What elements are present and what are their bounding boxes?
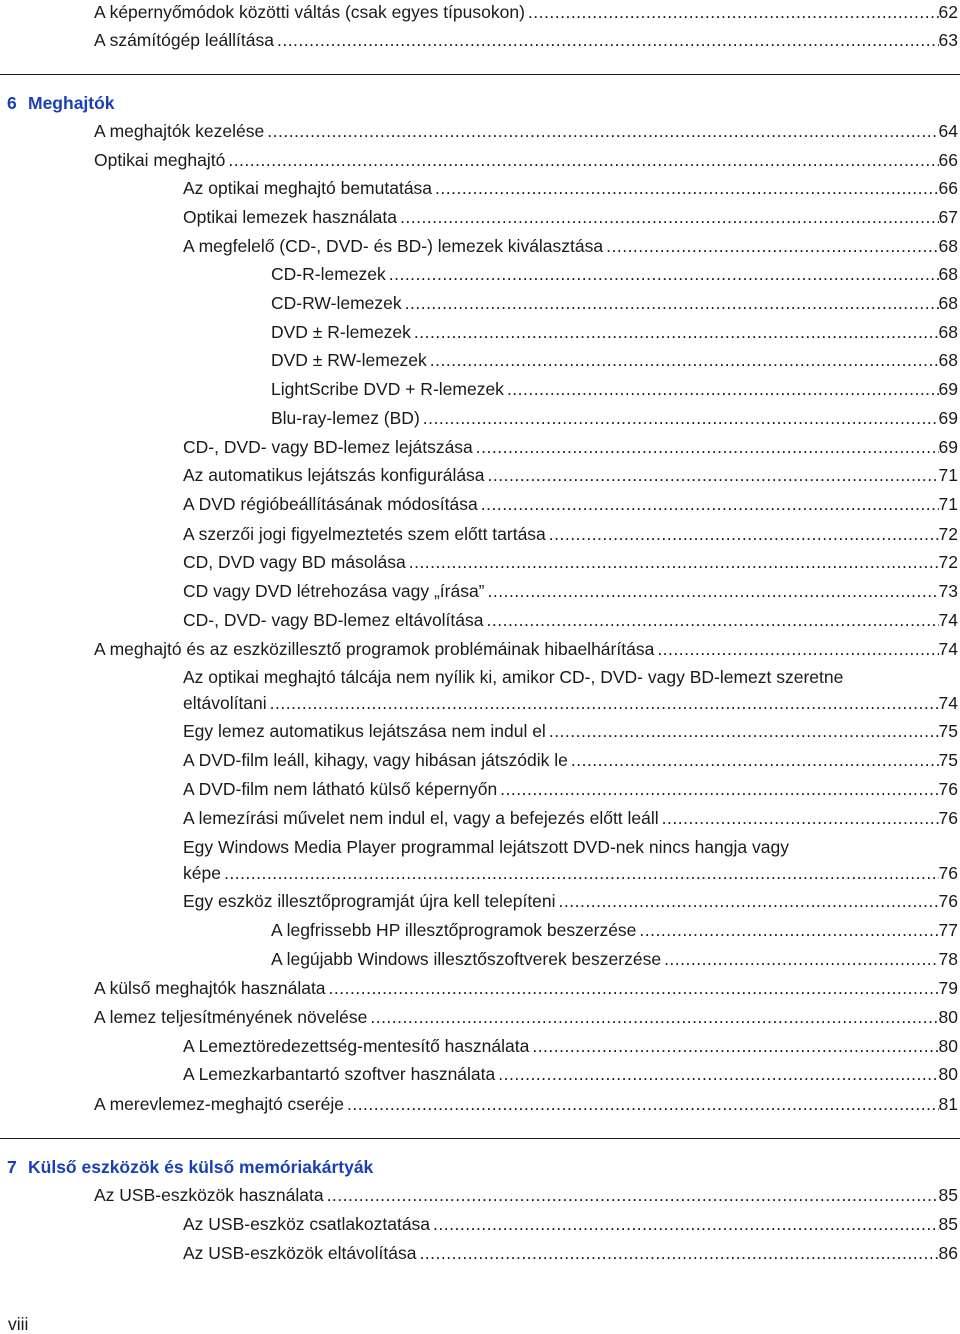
page-number: 62 — [938, 2, 958, 22]
page-number: 78 — [938, 949, 958, 969]
toc-page: A képernyőmódok közötti váltás (csak egyes típusokon) ..... 62 A számítógép leállítása ..... 63 6 Meghajtók A meghajtók kezelése ..... 64 Optikai meghajtó ..... 66 Az optikai meghajtó bemutatása ..... 66 Optikai lemezek használata ..... 67 A megfelelő (CD-, DVD- és BD-) lemezek kiválasztása ..... 68 CD-R-lemezek ..... 68 CD-RW-lemezek ..... 68 DVD ± R-lemezek ..... 68 DVD ± RW-lemezek ..... 68 LightScribe DVD + R-lemezek ..... 69 Blu-ray-lemez (BD) ..... 69 CD-, DVD- vagy BD-lemez lejátszása ..... 69 Az automatikus lejátszás konfigurálása ..... 71 A DVD régióbeállításának módosítása ..... 71 A szerzői jogi figyelmeztetés szem előtt tartása ..... 72 CD, DVD vagy BD másolása ..... 72 CD vagy DVD létrehozása vagy „írása” ..... 73 CD-, DVD- vagy BD-lemez eltávolítása ..... 74 A meghajtó és az eszközillesztő programok problémáinak hibaelhárítása ..... 74 Az optikai meghajtó tálcája nem nyílik ki, amikor CD-, DVD- vagy BD-lemezt szeretne eltávolítani ..... 74 Egy lemez automatikus lejátszása nem indul el ..... 75 A DVD-film leáll, kihagy, vagy hibásan játszódik le ..... 75 A DVD-film nem látható külső képernyőn ..... 76 A lemezírási művelet nem indul el, vagy a befejezés előtt leáll ..... 76 Egy Windows Media Player programmal lejátszott DVD-nek nincs hangja vagy képe ..... 76 Egy eszköz illesztőprogramját újra kell telepíteni ..... 76 A legfrissebb HP illesztőprogramok beszerzése ..... 77 A legújabb Windows illesztőszoftverek beszerzése ..... 78 A külső meghajtók használata ..... 79 A lemez teljesítményének növelése ..... 80 A Lemeztöredezettség-mentesítő használata ..... 80 A Lemezkarbantartó szoftver használata ..... 80 A merevlemez-meghajtó cseréje ..... 81 7 Külső eszközök és külső memóriakártyák Az USB-eszközök használata ..... 85 Az USB-eszköz csatlakoztatása ..... 85 Az USB-eszközök eltávolítása ..... 86 viii — [0, 0, 960, 1332]
page-number: 69 — [938, 437, 958, 457]
page-number: 73 — [938, 581, 958, 601]
page-number: 68 — [938, 264, 958, 284]
page-number: 76 — [938, 891, 958, 911]
page-number: 72 — [938, 524, 958, 544]
page-number: 64 — [938, 121, 958, 141]
page-number: 68 — [938, 236, 958, 256]
chapter-number: 6 — [7, 93, 17, 113]
page-number: 63 — [938, 30, 958, 50]
page-number: 81 — [938, 1094, 958, 1114]
chapter-number: 7 — [7, 1157, 17, 1177]
chapter-divider — [0, 1138, 960, 1139]
page-number: 66 — [938, 178, 958, 198]
page-number: 85 — [938, 1185, 958, 1205]
page-number: 68 — [938, 293, 958, 313]
page-number: 66 — [938, 150, 958, 170]
page-number: 75 — [938, 721, 958, 741]
page-number: 69 — [938, 408, 958, 428]
page-number: 80 — [938, 1064, 958, 1084]
chapter-title: Meghajtók — [28, 93, 115, 113]
page-number: 68 — [938, 350, 958, 370]
page-number: 72 — [938, 552, 958, 572]
page-number: 68 — [938, 322, 958, 342]
page-number: 76 — [938, 808, 958, 828]
page-number: 69 — [938, 379, 958, 399]
page-number: 79 — [938, 978, 958, 998]
page-number: 76 — [938, 863, 958, 883]
page-number: 76 — [938, 779, 958, 799]
page-number: 80 — [938, 1036, 958, 1056]
page-number: 67 — [938, 207, 958, 227]
page-number: 74 — [938, 693, 958, 713]
page-number: 80 — [938, 1007, 958, 1027]
chapter-divider — [0, 74, 960, 75]
footer-page-label: viii — [8, 1314, 29, 1334]
page-number: 71 — [938, 465, 958, 485]
chapter-title: Külső eszközök és külső memóriakártyák — [28, 1157, 374, 1177]
page-number: 85 — [938, 1214, 958, 1234]
page-number: 74 — [938, 610, 958, 630]
page-number: 86 — [938, 1243, 958, 1263]
page-number: 77 — [938, 920, 958, 940]
page-number: 71 — [938, 494, 958, 514]
page-number: 74 — [938, 639, 958, 659]
page-number: 75 — [938, 750, 958, 770]
